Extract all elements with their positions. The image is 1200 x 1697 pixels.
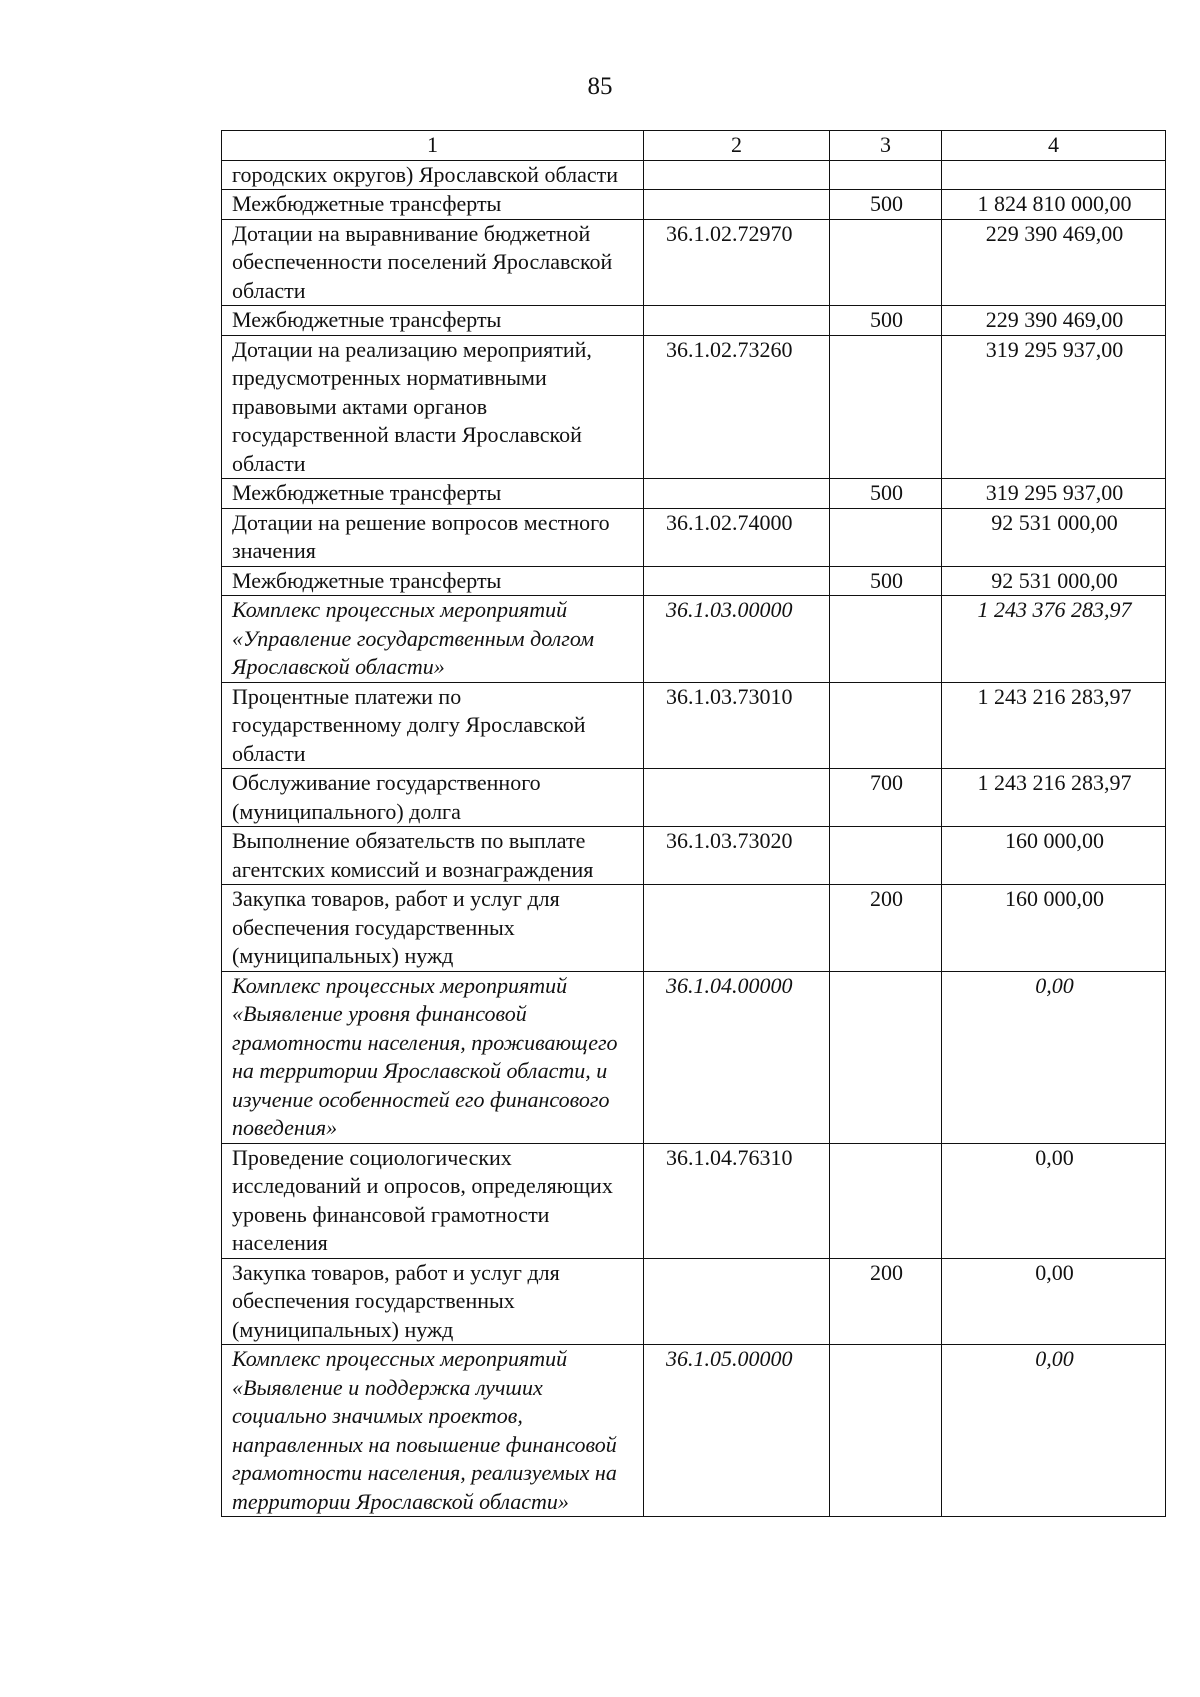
- target-article-code: [644, 306, 830, 336]
- amount-value: [942, 160, 1166, 190]
- target-article-code: [644, 479, 830, 509]
- item-name: городских округов) Ярославской области: [222, 160, 644, 190]
- amount-value: 0,00: [942, 1143, 1166, 1258]
- expense-type-code: [830, 508, 942, 566]
- item-name: Закупка товаров, работ и услуг для обеспечения государственных (муниципальных) нужд: [222, 885, 644, 972]
- amount-value: 1 243 376 283,97: [942, 596, 1166, 683]
- target-article-code: 36.1.04.00000: [644, 971, 830, 1143]
- target-article-code: [644, 885, 830, 972]
- amount-value: 92 531 000,00: [942, 508, 1166, 566]
- header-cell-2: 2: [644, 131, 830, 161]
- item-name: Межбюджетные трансферты: [222, 306, 644, 336]
- item-name: Межбюджетные трансферты: [222, 479, 644, 509]
- item-name: Процентные платежи по государственному долгу Ярославской области: [222, 682, 644, 769]
- table-row: [222, 335, 1166, 479]
- expense-type-code: [830, 827, 942, 885]
- target-article-code: 36.1.02.73260: [644, 335, 830, 479]
- item-name: Межбюджетные трансферты: [222, 190, 644, 220]
- table-row: [222, 682, 1166, 769]
- header-cell-3: 3: [830, 131, 942, 161]
- amount-value: 0,00: [942, 1258, 1166, 1345]
- table-row: [222, 160, 1166, 190]
- expense-type-code: [830, 1143, 942, 1258]
- item-name: Закупка товаров, работ и услуг для обеспечения государственных (муниципальных) нужд: [222, 1258, 644, 1345]
- target-article-code: 36.1.03.73010: [644, 682, 830, 769]
- target-article-code: 36.1.04.76310: [644, 1143, 830, 1258]
- header-cell-4: 4: [942, 131, 1166, 161]
- amount-value: 160 000,00: [942, 827, 1166, 885]
- target-article-code: [644, 190, 830, 220]
- item-name: Комплекс процессных мероприятий «Управление государственным долгом Ярославской области»: [222, 596, 644, 683]
- table-row: [222, 827, 1166, 885]
- amount-value: 1 243 216 283,97: [942, 682, 1166, 769]
- expense-type-code: 500: [830, 306, 942, 336]
- target-article-code: 36.1.02.74000: [644, 508, 830, 566]
- page-number: 85: [587, 73, 613, 100]
- table-row: [222, 1258, 1166, 1345]
- amount-value: 319 295 937,00: [942, 479, 1166, 509]
- target-article-code: 36.1.02.72970: [644, 219, 830, 306]
- target-article-code: 36.1.03.00000: [644, 596, 830, 683]
- expense-type-code: [830, 971, 942, 1143]
- expense-type-code: 500: [830, 190, 942, 220]
- table-row: [222, 479, 1166, 509]
- expense-type-code: [830, 682, 942, 769]
- expense-type-code: 500: [830, 479, 942, 509]
- item-name: Выполнение обязательств по выплате агентских комиссий и вознаграждения: [222, 827, 644, 885]
- header-cell-1: 1: [222, 131, 644, 161]
- item-name: Дотации на реализацию мероприятий, предусмотренных нормативными правовыми актами органов государственной власти Ярославской области: [222, 335, 644, 479]
- item-name: Межбюджетные трансферты: [222, 566, 644, 596]
- table-row: [222, 306, 1166, 336]
- table-row: [222, 190, 1166, 220]
- table-row: [222, 885, 1166, 972]
- item-name: Комплекс процессных мероприятий «Выявление уровня финансовой грамотности населения, проживающего на территории Ярославской области, и изучение особенностей его финансового поведения»: [222, 971, 644, 1143]
- amount-value: 1 824 810 000,00: [942, 190, 1166, 220]
- table-row: [222, 508, 1166, 566]
- amount-value: 229 390 469,00: [942, 306, 1166, 336]
- amount-value: 319 295 937,00: [942, 335, 1166, 479]
- item-name: Дотации на решение вопросов местного значения: [222, 508, 644, 566]
- amount-value: 1 243 216 283,97: [942, 769, 1166, 827]
- amount-value: 229 390 469,00: [942, 219, 1166, 306]
- amount-value: 0,00: [942, 971, 1166, 1143]
- table-row: [222, 1143, 1166, 1258]
- expense-type-code: [830, 219, 942, 306]
- budget-table: [221, 130, 1166, 1517]
- target-article-code: [644, 769, 830, 827]
- item-name: Дотации на выравнивание бюджетной обеспеченности поселений Ярославской области: [222, 219, 644, 306]
- table-row: [222, 971, 1166, 1143]
- table-row: [222, 566, 1166, 596]
- target-article-code: 36.1.05.00000: [644, 1345, 830, 1517]
- expense-type-code: 200: [830, 885, 942, 972]
- expense-type-code: [830, 596, 942, 683]
- expense-type-code: [830, 335, 942, 479]
- table-row: [222, 769, 1166, 827]
- item-name: Комплекс процессных мероприятий «Выявление и поддержка лучших социально значимых проектов, направленных на повышение финансовой грамотности населения, реализуемых на территории Ярославской области»: [222, 1345, 644, 1517]
- expense-type-code: 700: [830, 769, 942, 827]
- item-name: Проведение социологических исследований и опросов, определяющих уровень финансовой грамотности населения: [222, 1143, 644, 1258]
- table-row: [222, 1345, 1166, 1517]
- target-article-code: [644, 160, 830, 190]
- expense-type-code: 200: [830, 1258, 942, 1345]
- table-row: [222, 219, 1166, 306]
- table-header-row: [222, 131, 1166, 161]
- amount-value: 0,00: [942, 1345, 1166, 1517]
- expense-type-code: [830, 160, 942, 190]
- table-row: [222, 596, 1166, 683]
- item-name: Обслуживание государственного (муниципального) долга: [222, 769, 644, 827]
- amount-value: 92 531 000,00: [942, 566, 1166, 596]
- target-article-code: [644, 566, 830, 596]
- expense-type-code: 500: [830, 566, 942, 596]
- target-article-code: 36.1.03.73020: [644, 827, 830, 885]
- amount-value: 160 000,00: [942, 885, 1166, 972]
- target-article-code: [644, 1258, 830, 1345]
- expense-type-code: [830, 1345, 942, 1517]
